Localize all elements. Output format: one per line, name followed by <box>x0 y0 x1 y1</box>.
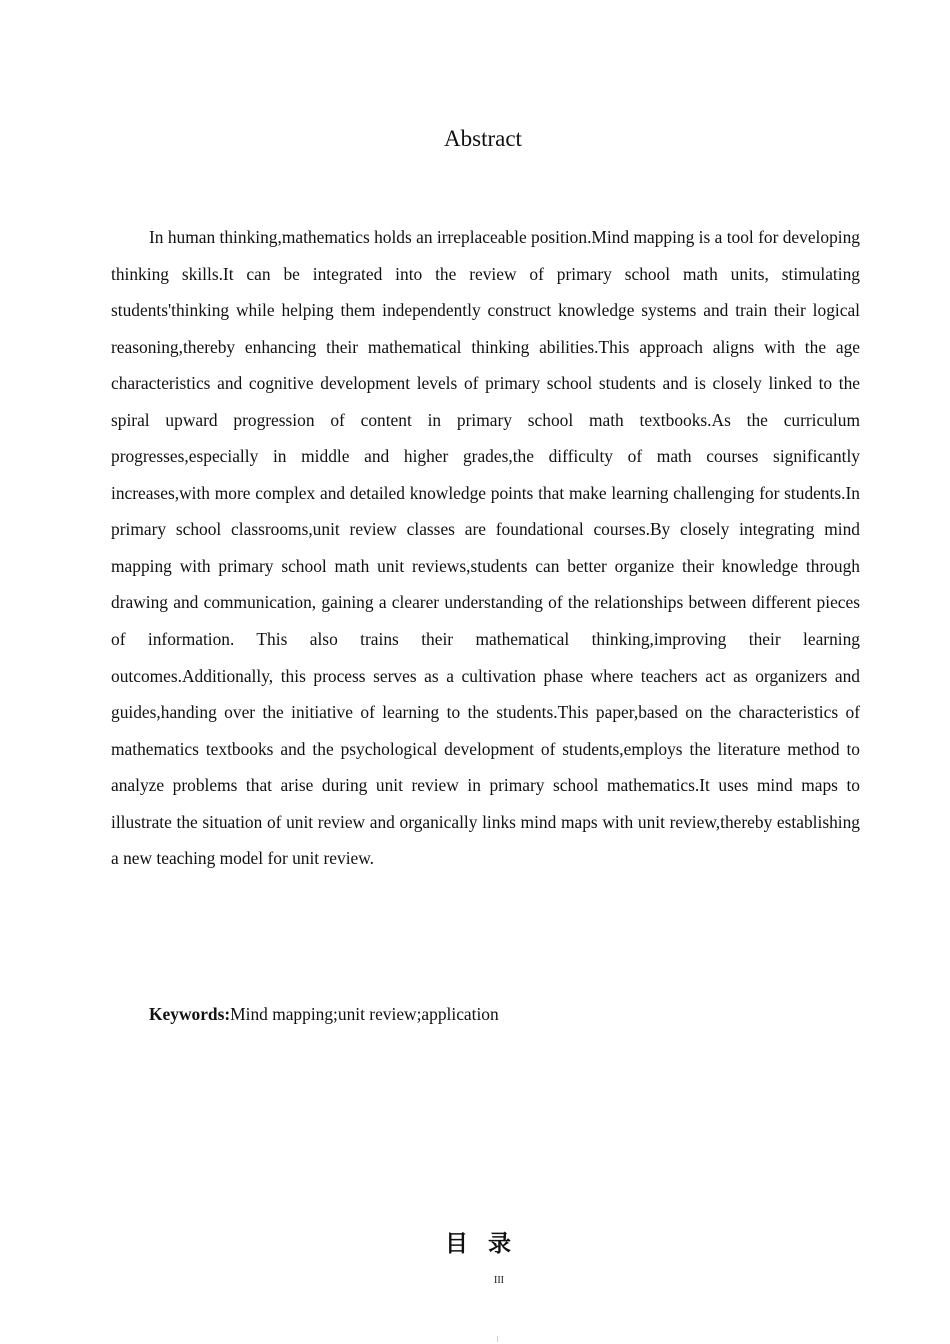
abstract-body: In human thinking,mathematics holds an irreplaceable position.Mind mapping is a tool for developing thinking skills.It can be integrated into the review of primary school math units, stimulating students'thinking while helping them independently construct knowledge systems and train their logical reasoning,thereby enhancing their mathematical thinking abilities.This approach aligns with the age characteristics and cognitive development levels of primary school students and is closely linked to the spiral upward progression of content in primary school math textbooks.As the curriculum progresses,especially in middle and higher grades,the difficulty of math courses significantly increases,with more complex and detailed knowledge points that make learning challenging for students.In primary school classrooms,unit review classes are foundational courses.By closely integrating mind mapping with primary school math unit reviews,students can better organize their knowledge through drawing and communication, gaining a clearer understanding of the relationships between different pieces of information. This also trains their mathematical thinking,improving their learning outcomes.Additionally, this process serves as a cultivation phase where teachers act as organizers and guides,handing over the initiative of learning to the students.This paper,based on the characteristics of mathematics textbooks and the psychological development of students,employs the literature method to analyze problems that arise during unit review in primary school mathematics.It uses mind maps to illustrate the situation of unit review and organically links mind maps with unit review,thereby establishing a new teaching model for unit review. <box>111 227 860 869</box>
toc-heading: 目录 <box>445 1231 531 1257</box>
keywords-value: Mind mapping;unit review;application <box>230 1004 499 1024</box>
page-number: III <box>494 1275 504 1286</box>
keywords-line <box>149 997 849 1031</box>
keywords-label: Keywords: <box>149 1004 231 1024</box>
abstract-title: Abstract <box>444 126 522 151</box>
footer-divider <box>497 1336 498 1342</box>
